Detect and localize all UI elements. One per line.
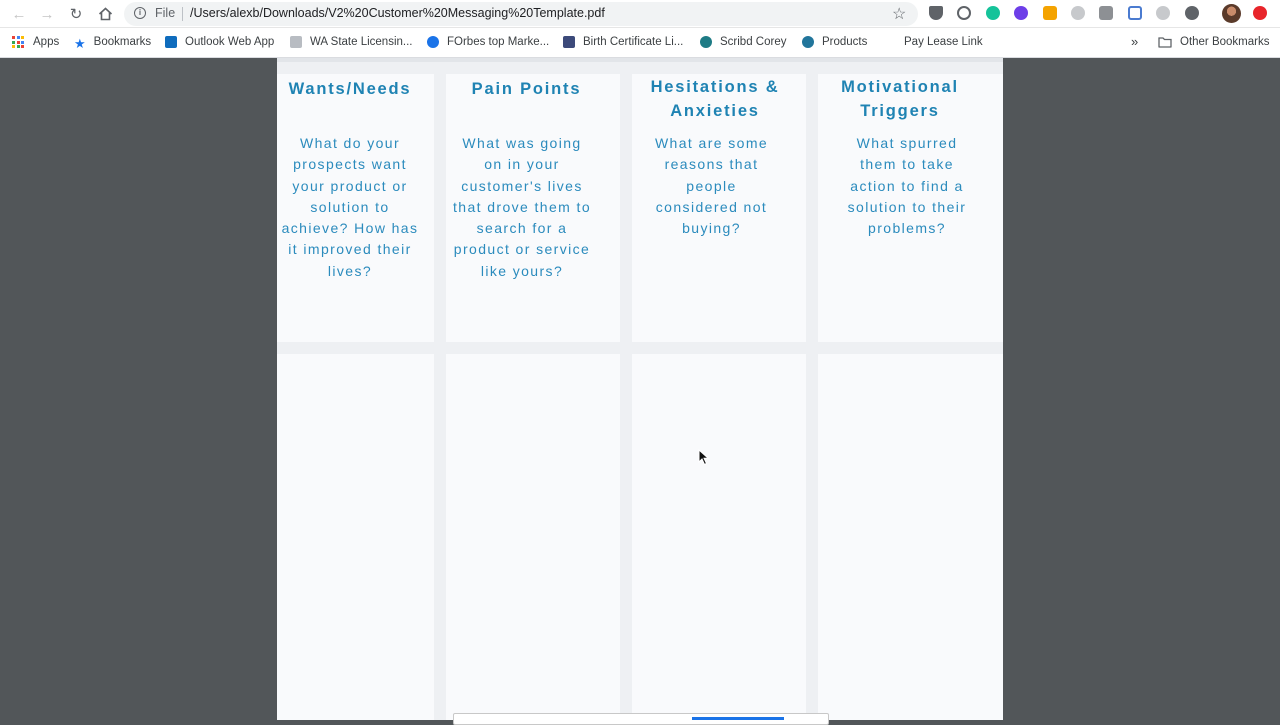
outlook-icon [165, 36, 177, 48]
pdf-page-controls[interactable] [453, 713, 829, 725]
folder-icon [1158, 36, 1172, 48]
bookmark-label: Outlook Web App [185, 36, 275, 48]
bookmark-label: Other Bookmarks [1180, 36, 1270, 48]
pain-points-answer-cell[interactable] [446, 354, 620, 720]
back-arrow-icon[interactable]: ← [11, 5, 27, 23]
column-heading: Motivational Triggers [841, 78, 959, 120]
folder-extension-icon[interactable] [1043, 6, 1057, 20]
column-question: What was going on in your customer's lives that drove them to search for a product or service like yours? [452, 135, 592, 279]
bookmark-pay-lease[interactable] [904, 36, 983, 48]
red-extension-icon[interactable] [1253, 6, 1267, 20]
url-text[interactable]: /Users/alexb/Downloads/V2%20Customer%20Messaging%20Template.pdf [190, 6, 605, 20]
column-heading: Wants/Needs [288, 80, 412, 98]
column-heading: Pain Points [471, 80, 582, 98]
shield-extension-icon[interactable] [929, 6, 943, 20]
bookmarks-overflow-button[interactable]: » [1131, 34, 1139, 49]
gray-extension-icon[interactable] [1156, 6, 1170, 20]
screen-extension-icon[interactable] [1128, 6, 1142, 20]
bookmark-label: Products [822, 36, 868, 48]
motivational-answer-cell[interactable] [818, 354, 1003, 720]
file-scheme-label: File [155, 6, 176, 20]
scribd-icon [700, 36, 712, 48]
bookmark-label: Scribd Corey [720, 36, 787, 48]
hesitations-answer-cell[interactable] [632, 354, 806, 720]
reload-icon[interactable]: ↻ [69, 6, 83, 23]
column-question: What are some reasons that people considered not buying? [654, 135, 769, 237]
mouse-cursor-icon [698, 449, 710, 466]
info-icon[interactable]: i [134, 7, 146, 19]
bookmark-birth-certificate[interactable] [563, 36, 683, 48]
circle-extension-icon[interactable] [1185, 6, 1199, 20]
wants-needs-answer-cell[interactable] [277, 354, 434, 720]
url-separator [182, 7, 183, 21]
home-icon[interactable] [95, 4, 115, 24]
wordpress-icon [802, 36, 814, 48]
forward-arrow-icon[interactable]: → [39, 5, 55, 23]
flag-icon [563, 36, 575, 48]
column-heading: Hesitations & Anxieties [650, 78, 780, 120]
grammarly-extension-icon[interactable] [986, 6, 1000, 20]
page-top-rule [277, 58, 1003, 62]
other-bookmarks[interactable] [1158, 36, 1269, 48]
bookmark-label: Apps [33, 36, 60, 48]
bookmark-wa-state[interactable] [290, 36, 412, 48]
star-icon: ★ [74, 36, 86, 51]
vimeo-extension-icon[interactable] [1014, 6, 1028, 20]
bookmark-outlook[interactable] [165, 36, 274, 48]
pdf-page [277, 58, 1003, 720]
document-icon [290, 36, 302, 48]
apps-grid-icon [12, 36, 24, 48]
column-question: What do your prospects want your product or solution to achieve? How has it improved their lives? [281, 135, 419, 279]
bookmark-label: WA State Licensin... [310, 36, 413, 48]
bookmark-label: Pay Lease Link [904, 36, 983, 48]
bookmark-label: Birth Certificate Li... [583, 36, 684, 48]
bookmark-products[interactable] [802, 36, 867, 48]
refresh-circle-icon [427, 36, 439, 48]
browser-toolbar [0, 0, 1280, 28]
bookmark-apps[interactable] [12, 36, 59, 48]
bookmarks-bar [0, 28, 1280, 58]
bookmark-label: FOrbes top Marke... [447, 36, 550, 48]
profile-avatar[interactable] [1222, 4, 1241, 23]
bookmark-forbes[interactable] [427, 36, 549, 48]
g-extension-icon[interactable] [1099, 6, 1113, 20]
camera-extension-icon[interactable] [957, 6, 971, 20]
bookmark-label: Bookmarks [93, 36, 152, 48]
bookmark-scribd[interactable] [700, 36, 786, 48]
bookmark-star-icon[interactable]: ☆ [892, 6, 907, 23]
column-question: What spurred them to take action to find a solution to their problems? [847, 135, 967, 237]
eye-extension-icon[interactable] [1071, 6, 1085, 20]
bookmark-bookmarks[interactable] [74, 36, 152, 51]
address-bar[interactable] [124, 2, 918, 26]
